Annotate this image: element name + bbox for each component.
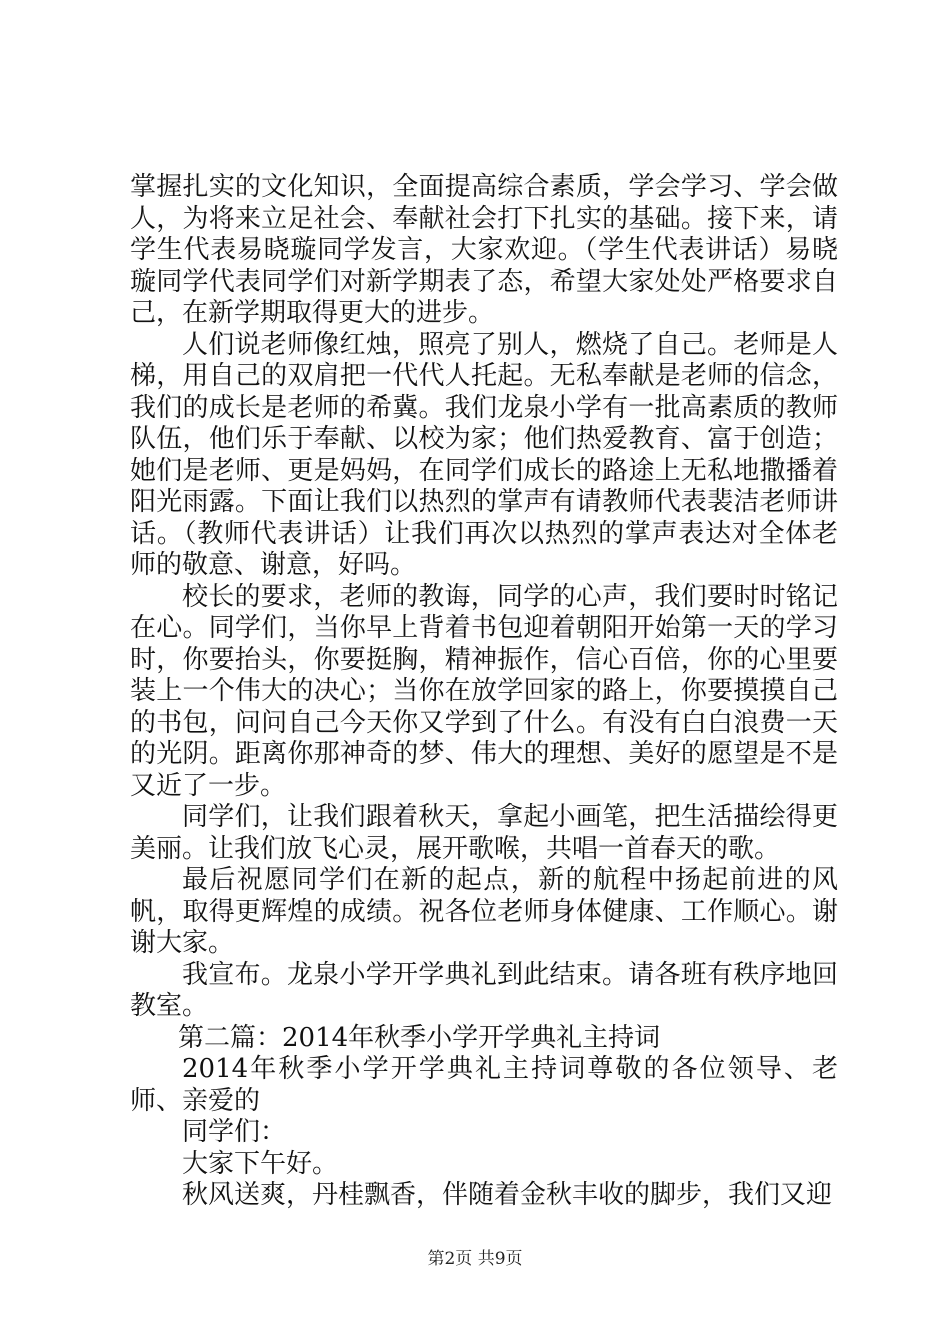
- document-body: [130, 172, 838, 1212]
- paragraph-3: 校长的要求，老师的教诲，同学的心声，我们要时时铭记在心。同学们，当你早上背着书包迎着朝阳开始第一天的学习时，你要抬头，你要挺胸，精神振作，信心百倍，你的心里要装上一个伟大的决心；当你在放学回家的路上，你要摸摸自己的书包，问问自己今天你又学到了什么。有没有白白浪费一天的光阴。距离你那神奇的梦、伟大的理想、美好的愿望是不是又近了一步。: [130, 581, 838, 801]
- paragraph-5: 最后祝愿同学们在新的起点，新的航程中扬起前进的风帆，取得更辉煌的成绩。祝各位老师身体健康、工作顺心。谢谢大家。: [130, 865, 838, 958]
- greeting-line-2: 大家下午好。: [182, 1148, 339, 1179]
- last-line: 秋风送爽，丹桂飘香，伴随着金秋丰收的脚步，我们又迎: [182, 1180, 833, 1210]
- paragraph-6: 我宣布。龙泉小学开学典礼到此结束。请各班有秩序地回教室。: [130, 959, 838, 1021]
- paragraph-2: 人们说老师像红烛，照亮了别人，燃烧了自己。老师是人梯，用自己的双肩把一代代人托起。无私奉献是老师的信念，我们的成长是老师的希冀。我们龙泉小学有一批高素质的教师队伍，他们乐于奉献、以校为家；他们热爱教育、富于创造；她们是老师、更是妈妈，在同学们成长的路途上无私地撒播着阳光雨露。下面让我们以热烈的掌声有请教师代表裴洁老师讲话。（教师代表讲话）让我们再次以热烈的掌声表达对全体老师的敬意、谢意，好吗。: [130, 329, 838, 580]
- greeting-line-1: 同学们：: [182, 1117, 287, 1147]
- section-heading: 第二篇：2014年秋季小学开学典礼主持词: [178, 1022, 661, 1053]
- page-footer: 第2页 共9页: [427, 1249, 523, 1269]
- paragraph-4: 同学们，让我们跟着秋天，拿起小画笔，把生活描绘得更美丽。让我们放飞心灵，展开歌喉，共唱一首春天的歌。: [130, 802, 838, 864]
- intro-line: 2014年秋季小学开学典礼主持词尊敬的各位领导、老师、亲爱的: [130, 1054, 838, 1116]
- paragraph-1: 掌握扎实的文化知识，全面提高综合素质，学会学习、学会做人，为将来立足社会、奉献社会打下扎实的基础。接下来，请学生代表易晓璇同学发言，大家欢迎。（学生代表讲话）易晓璇同学代表同学们对新学期表了态，希望大家处处严格要求自己，在新学期取得更大的进步。: [130, 172, 838, 328]
